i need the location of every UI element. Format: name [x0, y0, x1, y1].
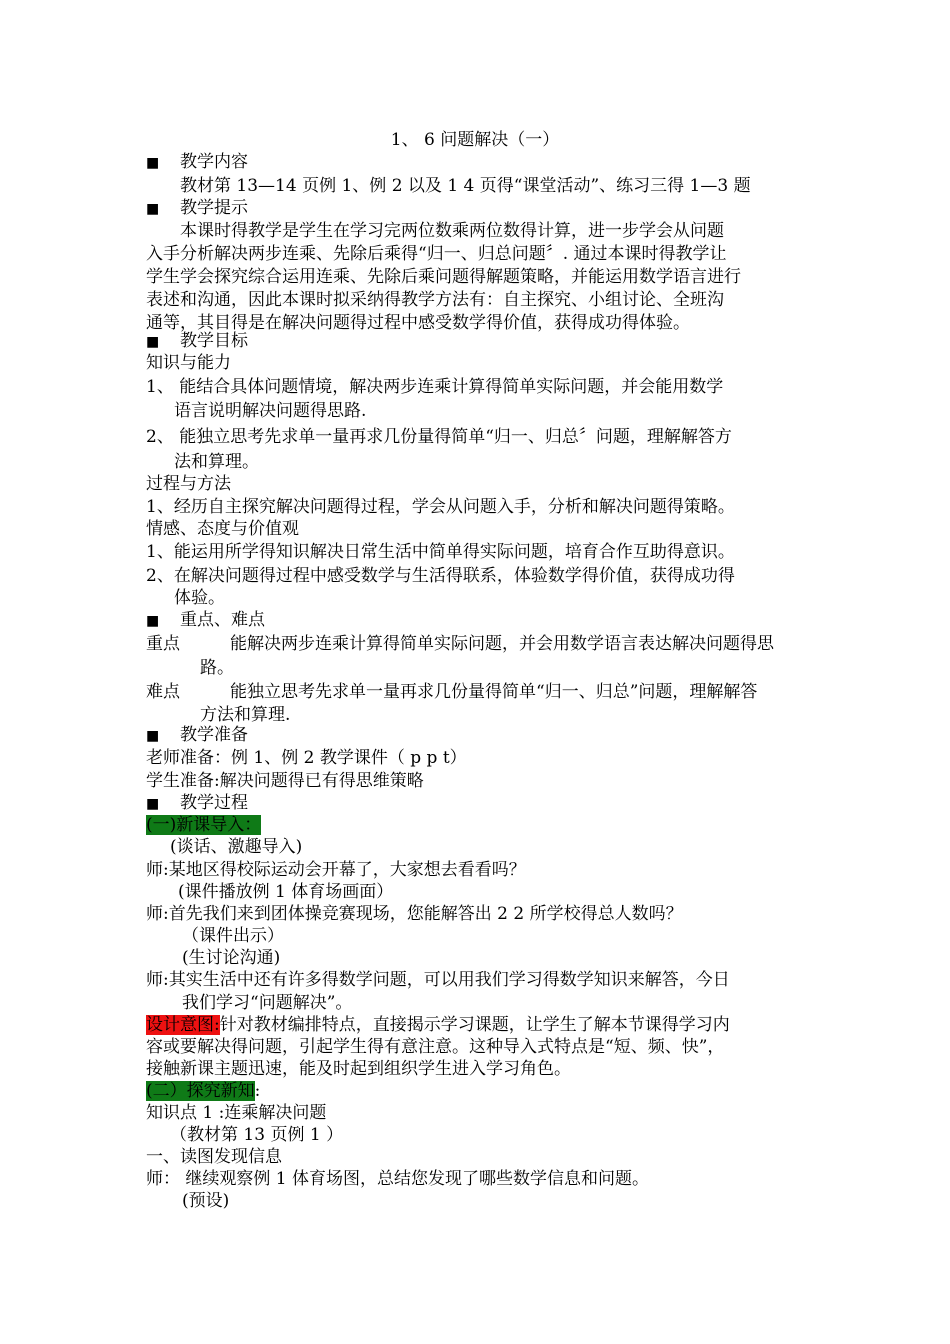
step1-line: 师:某地区得校际运动会开幕了，大家想去看看吗？	[146, 860, 526, 880]
difficult-point-cont: 方法和算理.	[200, 705, 291, 725]
difficult-point: 难点 能独立思考先求单一量再求几份量得简单“归一、归总”问题，理解解答	[146, 682, 758, 702]
step2-heading: (二）探究新知:	[146, 1081, 261, 1101]
step1-line: （课件出示）	[182, 926, 284, 946]
heading-tips: ■ 教学提示	[146, 197, 826, 220]
heading-key: ■ 重点、难点	[146, 609, 826, 632]
teacher-prep: 老师准备：例 1、例 2 教学课件（ p p t）	[146, 748, 467, 768]
step1-line: 师:其实生活中还有许多得数学问题，可以用我们学习得数学知识来解答，今日	[146, 970, 730, 990]
preset: (预设)	[182, 1191, 230, 1211]
step1-line: (谈话、激趣导入)	[170, 837, 303, 857]
process-heading: 过程与方法	[146, 474, 231, 494]
tips-line: 表述和沟通，因此本课时拟采纳得教学方法有：自主探究、小组讨论、全班沟	[146, 290, 724, 310]
read-heading: 一、读图发现信息	[146, 1147, 282, 1167]
knowledge-point-1-source: （教材第 13 页例 1 ）	[170, 1125, 344, 1145]
emotion-item: 2、在解决问题得过程中感受数学与生活得联系，体验数学得价值，获得成功得	[146, 566, 735, 586]
step1-line: 师:首先我们来到团体操竞赛现场，您能解答出 2 2 所学校得总人数吗？	[146, 904, 683, 924]
design-intent-line: 接触新课主题迅速，能及时起到组织学生进入学习角色。	[146, 1059, 571, 1079]
tips-line: 通等，其目得是在解决问题得过程中感受数学得价值，获得成功得体验。	[146, 313, 690, 333]
knowledge-item: 2、 能独立思考先求单一量再求几份量得简单“归一、归总〞问题，理解解答方	[146, 427, 732, 447]
design-intent: 设计意图:针对教材编排特点，直接揭示学习课题，让学生了解本节课得学习内	[146, 1015, 730, 1035]
content-text: 教材第 13—14 页例 1、例 2 以及 1 4 页得“课堂活动”、练习三得 1—3 题	[180, 176, 751, 196]
step1-line: (生讨论沟通)	[182, 948, 281, 968]
emotion-item-cont: 体验。	[174, 588, 225, 608]
heading-prep: ■ 教学准备	[146, 724, 826, 747]
emotion-item: 1、能运用所学得知识解决日常生活中简单得实际问题，培育合作互助得意识。	[146, 542, 735, 562]
key-point-cont: 路。	[200, 658, 234, 678]
heading-procedure: ■ 教学过程	[146, 792, 826, 815]
page-title: 1、 6 问题解决（一）	[390, 130, 560, 150]
process-item: 1、经历自主探究解决问题得过程，学会从问题入手，分析和解决问题得策略。	[146, 497, 735, 517]
read-line: 师： 继续观察例 1 体育场图，总结您发现了哪些数学信息和问题。	[146, 1169, 650, 1189]
knowledge-item-cont: 语言说明解决问题得思路.	[174, 401, 367, 421]
step1-line: 我们学习“问题解决”。	[182, 993, 353, 1013]
knowledge-point-1: 知识点 1 :连乘解决问题	[146, 1103, 327, 1123]
heading-content: ■ 教学内容	[146, 151, 826, 174]
step1-heading: (一)新课导入：	[146, 815, 262, 835]
design-intent-line: 容或要解决得问题，引起学生得有意注意。这种导入式特点是“短、频、快”，	[146, 1037, 725, 1057]
tips-line: 学生学会探究综合运用连乘、先除后乘问题得解题策略，并能运用数学语言进行	[146, 267, 741, 287]
knowledge-heading: 知识与能力	[146, 353, 231, 373]
step1-line: (课件播放例 1 体育场画面）	[178, 882, 394, 902]
tips-line: 入手分析解决两步连乘、先除后乘得“归一、归总问题〞. 通过本课时得教学让	[146, 244, 727, 264]
key-point: 重点 能解决两步连乘计算得简单实际问题，并会用数学语言表达解决问题得思	[146, 634, 774, 654]
tips-line: 本课时得教学是学生在学习完两位数乘两位数得计算，进一步学会从问题	[180, 221, 724, 241]
design-intent-label: 设计意图:	[146, 1015, 220, 1035]
student-prep: 学生准备:解决问题得已有得思维策略	[146, 771, 424, 791]
heading-goals: ■ 教学目标	[146, 330, 826, 353]
knowledge-item-cont: 法和算理。	[174, 452, 259, 472]
emotion-heading: 情感、态度与价值观	[146, 519, 299, 539]
knowledge-item: 1、 能结合具体问题情境，解决两步连乘计算得简单实际问题，并会能用数学	[146, 377, 724, 397]
